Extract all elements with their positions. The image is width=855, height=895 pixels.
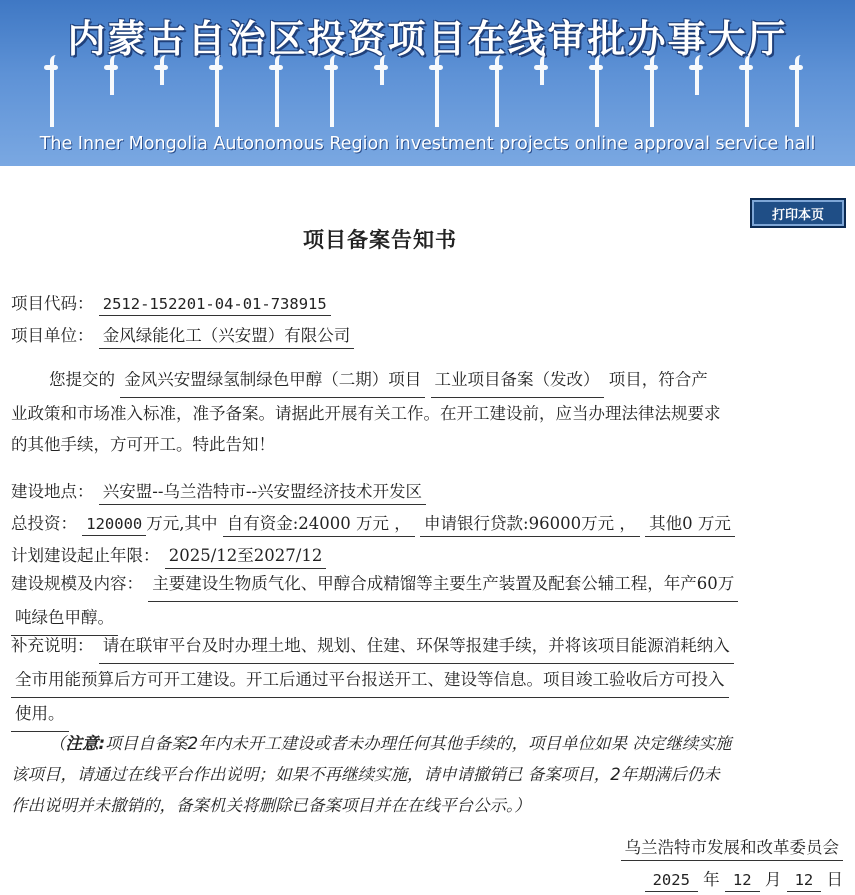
notice-line2: 业政策和市场准入标准，准予备案。请据此开展有关工作。在开工建设前，应当办理法律法规要求 — [11, 404, 721, 423]
scale-line1: 主要建设生物质气化、甲醇合成精馏等主要生产装置及配套公辅工程，年产60万 — [148, 568, 738, 602]
banner-title: 内蒙古自治区投资项目在线审批办事大厅 — [67, 17, 788, 61]
note-line1: 项目自备案2年内未开工建设或者未办理任何其他手续的，项目单位如果 决定继续实施 — [105, 734, 732, 753]
investment-label: 总投资： — [11, 514, 77, 533]
other-funds-value: 其他0 万元 — [645, 510, 735, 537]
project-unit-row — [11, 322, 354, 349]
notice-prefix: 您提交的 — [49, 370, 115, 389]
supplement-label: 补充说明： — [11, 636, 94, 655]
note-label: 注意: — [65, 734, 106, 753]
mongolian-script-logo — [40, 55, 820, 135]
project-name-value: 金风兴安盟绿氢制绿色甲醇（二期）项目 — [120, 364, 425, 398]
date-month-value: 12 — [725, 871, 760, 892]
period-label: 计划建设起止年限： — [11, 546, 160, 565]
supplement-section — [11, 630, 846, 732]
bank-loan-value: 申请银行贷款:96000万元 ， — [420, 510, 640, 537]
notice-paragraph — [11, 364, 846, 460]
date-day-label: 日 — [826, 870, 843, 889]
scale-line2: 吨绿色甲醇。 — [11, 602, 118, 636]
project-code-label: 项目代码： — [11, 294, 94, 313]
investment-row — [11, 510, 735, 537]
filing-type-value: 工业项目备案（发改） — [431, 364, 604, 398]
document-title: 项目备案告知书 — [303, 227, 457, 252]
notice-line3: 的其他手续，方可开工。特此告知！ — [11, 435, 275, 454]
issue-date-row — [645, 866, 843, 892]
project-unit-value: 金风绿能化工（兴安盟）有限公司 — [99, 322, 355, 349]
project-code-row — [11, 290, 331, 316]
issuer-row — [621, 834, 844, 861]
print-page-button[interactable]: 打印本页 — [750, 198, 846, 228]
supplement-line2: 全市用能预算后方可开工建设。开工后通过平台报送开工、建设等信息。项目竣工验收后方可投入 — [11, 664, 729, 698]
supplement-line3: 使用。 — [11, 698, 69, 732]
location-value: 兴安盟--乌兰浩特市--兴安盟经济技术开发区 — [99, 478, 426, 505]
issuer-name: 乌兰浩特市发展和改革委员会 — [621, 834, 844, 861]
period-row — [11, 542, 326, 569]
banner-subtitle: The Inner Mongolia Autonomous Region investment projects online approval service hall — [39, 134, 816, 154]
note-line2: 该项目，请通过在线平台作出说明；如果不再继续实施，请申请撤销已 备案项目，2年期满后仍未 — [11, 765, 720, 784]
supplement-line1: 请在联审平台及时办理土地、规划、住建、环保等报建手续，并将该项目能源消耗纳入 — [99, 630, 734, 664]
location-row — [11, 478, 426, 505]
scale-section — [11, 568, 846, 636]
note-line3: 作出说明并未撤销的，备案机关将删除已备案项目并在在线平台公示。） — [11, 796, 531, 815]
date-year-value: 2025 — [645, 871, 698, 892]
date-month-label: 月 — [764, 870, 782, 889]
notice-line1-suffix: 项目，符合产 — [608, 370, 708, 389]
total-investment-value: 120000 — [82, 515, 146, 536]
notice-warning — [11, 728, 846, 821]
location-label: 建设地点： — [11, 482, 94, 501]
period-value: 2025/12至2027/12 — [165, 542, 327, 569]
project-unit-label: 项目单位： — [11, 326, 94, 345]
note-open-paren: （ — [49, 734, 66, 753]
scale-label: 建设规模及内容： — [11, 574, 143, 593]
own-funds-value: 自有资金:24000 万元 ， — [223, 510, 415, 537]
site-banner — [0, 0, 855, 166]
project-code-value: 2512-152201-04-01-738915 — [99, 295, 331, 316]
date-year-label: 年 — [703, 870, 720, 889]
date-day-value: 12 — [787, 871, 822, 892]
investment-unit-text: 万元,其中 — [146, 514, 218, 533]
